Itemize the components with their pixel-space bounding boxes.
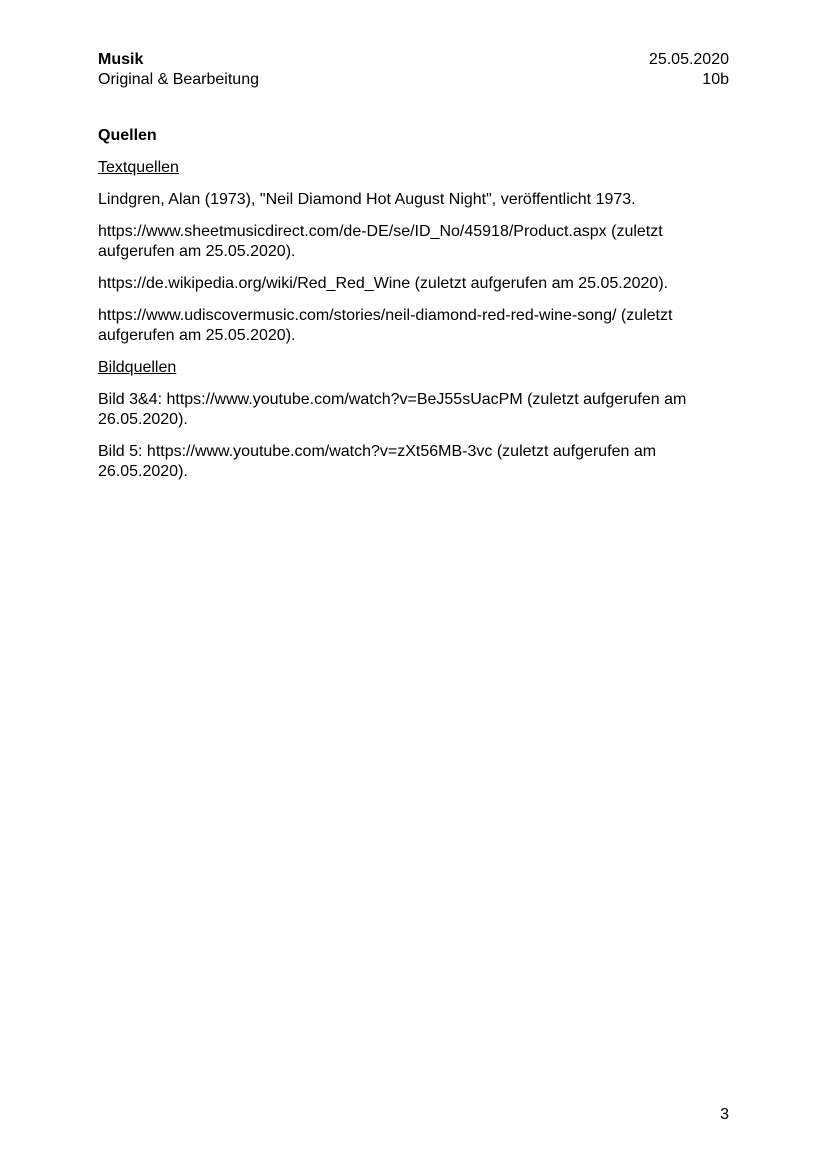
date-label: 25.05.2020 — [648, 51, 729, 68]
sources-section — [98, 126, 738, 494]
text-source-entry: Lindgren, Alan (1973), "Neil Diamond Hot August Night", veröffentlicht 1973. — [98, 191, 636, 208]
text-source-entry: https://www.udiscovermusic.com/stories/neil-diamond-red-red-wine-song/ (zuletzt aufgerufen am 25.05.2020). — [98, 307, 673, 344]
image-sources-heading: Bildquellen — [98, 359, 177, 376]
subject-label: Musik — [98, 51, 144, 68]
page-number: 3 — [720, 1106, 729, 1123]
section-title: Quellen — [98, 127, 157, 144]
topic-label: Original & Bearbeitung — [98, 71, 259, 88]
text-source-entry: https://de.wikipedia.org/wiki/Red_Red_Wine (zuletzt aufgerufen am 25.05.2020). — [98, 275, 669, 292]
image-source-entry: Bild 5: https://www.youtube.com/watch?v=zXt56MB-3vc (zuletzt aufgerufen am 26.05.2020). — [98, 443, 657, 480]
header-left — [98, 50, 259, 90]
text-sources-heading: Textquellen — [98, 159, 179, 176]
header-right — [649, 50, 729, 90]
text-source-entry: https://www.sheetmusicdirect.com/de-DE/se/ID_No/45918/Product.aspx (zuletzt aufgerufen am 25.05.2020). — [98, 223, 663, 260]
image-source-entry: Bild 3&4: https://www.youtube.com/watch?v=BeJ55sUacPM (zuletzt aufgerufen am 26.05.2020). — [98, 391, 687, 428]
class-label: 10b — [702, 71, 729, 88]
